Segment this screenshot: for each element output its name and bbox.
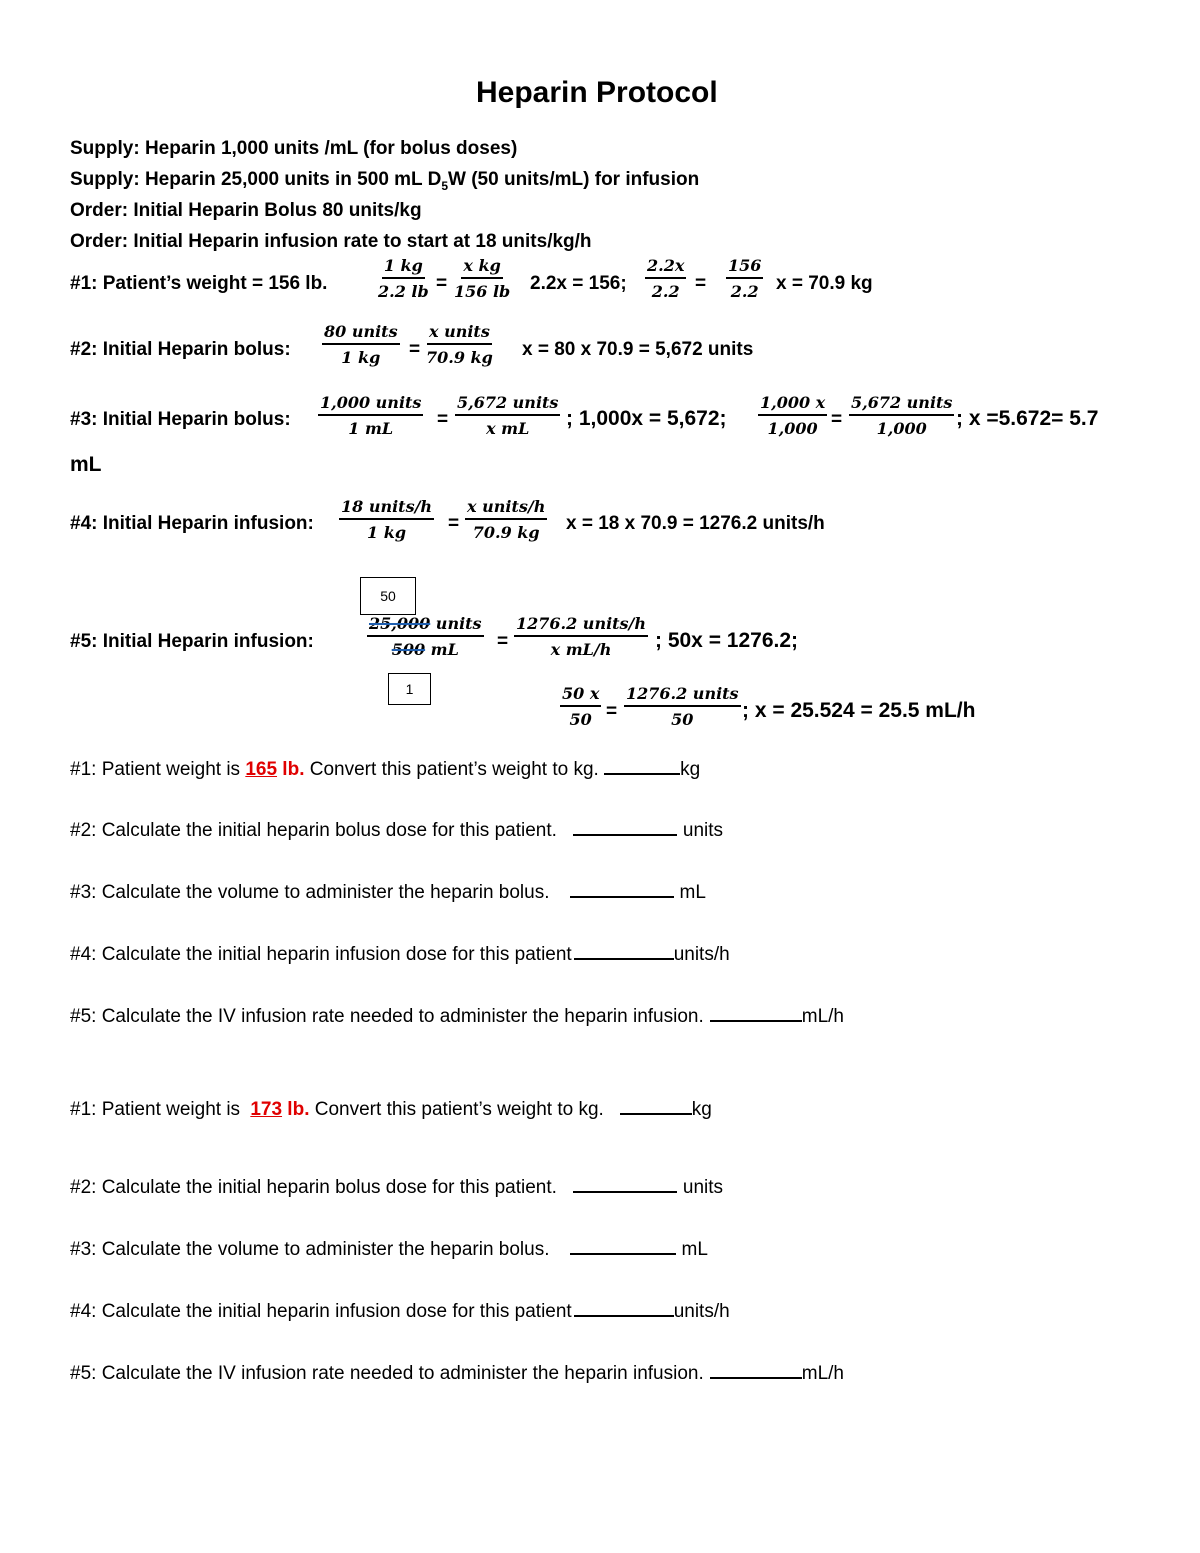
fraction-numerator xyxy=(367,614,484,637)
step1-result: x = 70.9 kg xyxy=(776,273,873,294)
step2-label: #2: Initial Heparin bolus: xyxy=(70,339,291,360)
step3-label: #3: Initial Heparin bolus: xyxy=(70,409,291,430)
answer-blank[interactable] xyxy=(710,1359,802,1379)
step5-middle: ; 50x = 1276.2; xyxy=(655,629,799,652)
step3-fraction-1 xyxy=(318,393,423,438)
practice1-q1 xyxy=(70,755,700,782)
step4-fraction-1 xyxy=(339,497,434,542)
supply-line-1: Supply: Heparin 1,000 units /mL (for bolus doses) xyxy=(70,138,518,159)
fraction-numerator: x units xyxy=(427,322,492,345)
question-text: #3: Calculate the volume to administer the heparin bolus. xyxy=(70,1239,550,1260)
fraction-denominator: x mL/h xyxy=(550,640,612,659)
question-text: Convert this patient’s weight to kg. xyxy=(309,1099,604,1120)
step2-result: x = 80 x 70.9 = 5,672 units xyxy=(522,339,754,360)
step5-fraction-1 xyxy=(367,614,484,659)
answer-unit: units/h xyxy=(673,944,730,965)
fraction-denominator: 1,000 xyxy=(876,419,927,438)
fraction-numerator: x kg xyxy=(461,256,502,279)
step3-fraction-4 xyxy=(849,393,954,438)
patient-weight-unit: lb. xyxy=(282,1099,310,1120)
fraction-denominator: 50 xyxy=(671,710,694,729)
equals-sign: = xyxy=(437,409,449,430)
answer-blank[interactable] xyxy=(570,878,674,898)
fraction-numerator-unit: units xyxy=(430,614,482,633)
answer-unit: units xyxy=(682,820,724,841)
fraction-numerator: x units/h xyxy=(465,497,547,520)
step4-label: #4: Initial Heparin infusion: xyxy=(70,513,314,534)
struck-value-500: 500 xyxy=(391,640,426,659)
step3-fraction-2 xyxy=(455,393,560,438)
practice2-q5 xyxy=(70,1359,844,1386)
answer-unit: units xyxy=(682,1177,724,1198)
question-text: #5: Calculate the IV infusion rate needed to administer the heparin infusion. xyxy=(70,1363,704,1384)
fraction-denominator-unit: mL xyxy=(425,640,459,659)
fraction-denominator: 156 lb xyxy=(454,282,511,301)
fraction-denominator: 2.2 xyxy=(730,282,759,301)
equals-sign: = xyxy=(436,273,448,294)
step1-fraction-3 xyxy=(645,256,686,301)
question-text: #4: Calculate the initial heparin infusion dose for this patient xyxy=(70,1301,572,1322)
step1-middle: 2.2x = 156; xyxy=(530,273,627,294)
answer-blank[interactable] xyxy=(574,1297,674,1317)
answer-unit: kg xyxy=(691,1099,712,1120)
step5-label: #5: Initial Heparin infusion: xyxy=(70,631,314,652)
struck-value-25000: 25,000 xyxy=(369,614,431,633)
practice1-q3 xyxy=(70,878,706,905)
practice1-q5 xyxy=(70,1002,844,1029)
annotation-box-50: 50 xyxy=(360,577,416,615)
practice1-q2 xyxy=(70,816,723,843)
answer-blank[interactable] xyxy=(573,816,677,836)
equals-sign: = xyxy=(448,513,460,534)
order-line-1: Order: Initial Heparin Bolus 80 units/kg xyxy=(70,200,422,221)
equals-sign: = xyxy=(695,273,707,294)
question-text: #2: Calculate the initial heparin bolus dose for this patient. xyxy=(70,820,557,841)
answer-unit: mL/h xyxy=(801,1363,844,1384)
step4-result: x = 18 x 70.9 = 1276.2 units/h xyxy=(566,513,825,534)
supply-line-2-subscript: 5 xyxy=(441,178,449,193)
question-text: Convert this patient’s weight to kg. xyxy=(304,759,605,780)
fraction-numerator: 1,000 x xyxy=(758,393,827,416)
step5-result: ; x = 25.524 = 25.5 mL/h xyxy=(742,699,976,722)
step5-fraction-3 xyxy=(560,684,601,729)
practice2-q4 xyxy=(70,1297,730,1324)
step5-fraction-2 xyxy=(514,614,648,659)
step3-tail: mL xyxy=(70,453,102,476)
patient-weight-unit: lb. xyxy=(277,759,305,780)
equals-sign: = xyxy=(497,631,509,652)
practice2-q1 xyxy=(70,1095,712,1122)
answer-unit: units/h xyxy=(673,1301,730,1322)
question-text: #3: Calculate the volume to administer the heparin bolus. xyxy=(70,882,550,903)
step1-fraction-4 xyxy=(726,256,763,301)
fraction-denominator: 1 kg xyxy=(367,523,407,542)
fraction-numerator: 1 kg xyxy=(382,256,425,279)
annotation-box-1: 1 xyxy=(388,673,431,705)
supply-line-2 xyxy=(70,168,699,198)
supply-line-2-text-end: W (50 units/mL) for infusion xyxy=(448,169,700,190)
answer-unit: kg xyxy=(680,759,701,780)
step3-middle: ; 1,000x = 5,672; xyxy=(566,407,727,430)
answer-blank[interactable] xyxy=(574,940,674,960)
fraction-denominator: x mL xyxy=(486,419,530,438)
answer-unit: mL xyxy=(681,1239,708,1260)
step5-fraction-4 xyxy=(624,684,741,729)
fraction-denominator: 2.2 xyxy=(651,282,680,301)
fraction-numerator: 1276.2 units xyxy=(624,684,741,707)
fraction-numerator: 18 units/h xyxy=(339,497,434,520)
step1-fraction-2 xyxy=(454,256,510,301)
fraction-numerator: 1,000 units xyxy=(318,393,423,416)
fraction-numerator: 2.2x xyxy=(645,256,686,279)
step2-fraction-1 xyxy=(322,322,400,367)
fraction-numerator: 156 xyxy=(726,256,763,279)
step4-fraction-2 xyxy=(465,497,547,542)
step1-fraction-1 xyxy=(378,256,429,301)
fraction-numerator: 5,672 units xyxy=(455,393,560,416)
order-line-2: Order: Initial Heparin infusion rate to start at 18 units/kg/h xyxy=(70,231,592,252)
supply-line-2-text: Supply: Heparin 25,000 units in 500 mL D xyxy=(70,169,442,190)
fraction-denominator xyxy=(392,637,459,659)
answer-blank[interactable] xyxy=(573,1173,677,1193)
fraction-denominator: 1 kg xyxy=(341,348,381,367)
step2-fraction-2 xyxy=(426,322,493,367)
fraction-numerator: 5,672 units xyxy=(849,393,954,416)
fraction-numerator: 50 x xyxy=(560,684,601,707)
fraction-denominator: 70.9 kg xyxy=(426,348,493,367)
page-title: Heparin Protocol xyxy=(476,76,718,109)
patient-weight-value: 165 xyxy=(245,759,278,780)
step3-result: ; x =5.672= 5.7 xyxy=(956,407,1099,430)
answer-unit: mL xyxy=(679,882,706,903)
question-text: #1: Patient weight is xyxy=(70,1099,246,1120)
fraction-denominator: 1 mL xyxy=(348,419,394,438)
answer-blank[interactable] xyxy=(570,1235,676,1255)
question-text: #5: Calculate the IV infusion rate needed to administer the heparin infusion. xyxy=(70,1006,704,1027)
fraction-numerator: 80 units xyxy=(322,322,400,345)
question-text: #1: Patient weight is xyxy=(70,759,246,780)
fraction-denominator: 50 xyxy=(569,710,592,729)
answer-unit: mL/h xyxy=(801,1006,844,1027)
answer-blank[interactable] xyxy=(710,1002,802,1022)
equals-sign: = xyxy=(831,409,843,430)
equals-sign: = xyxy=(606,701,618,722)
fraction-denominator: 1,000 xyxy=(767,419,818,438)
fraction-numerator: 1276.2 units/h xyxy=(514,614,648,637)
step1-label: #1: Patient’s weight = 156 lb. xyxy=(70,273,328,294)
step3-fraction-3 xyxy=(758,393,827,438)
practice2-q2 xyxy=(70,1173,723,1200)
fraction-denominator: 2.2 lb xyxy=(378,282,429,301)
patient-weight-value: 173 xyxy=(250,1099,283,1120)
practice2-q3 xyxy=(70,1235,708,1262)
practice1-q4 xyxy=(70,940,730,967)
fraction-denominator: 70.9 kg xyxy=(472,523,540,542)
question-text: #2: Calculate the initial heparin bolus dose for this patient. xyxy=(70,1177,557,1198)
equals-sign: = xyxy=(409,339,421,360)
answer-blank[interactable] xyxy=(604,755,680,775)
question-text: #4: Calculate the initial heparin infusion dose for this patient xyxy=(70,944,572,965)
answer-blank[interactable] xyxy=(620,1095,692,1115)
